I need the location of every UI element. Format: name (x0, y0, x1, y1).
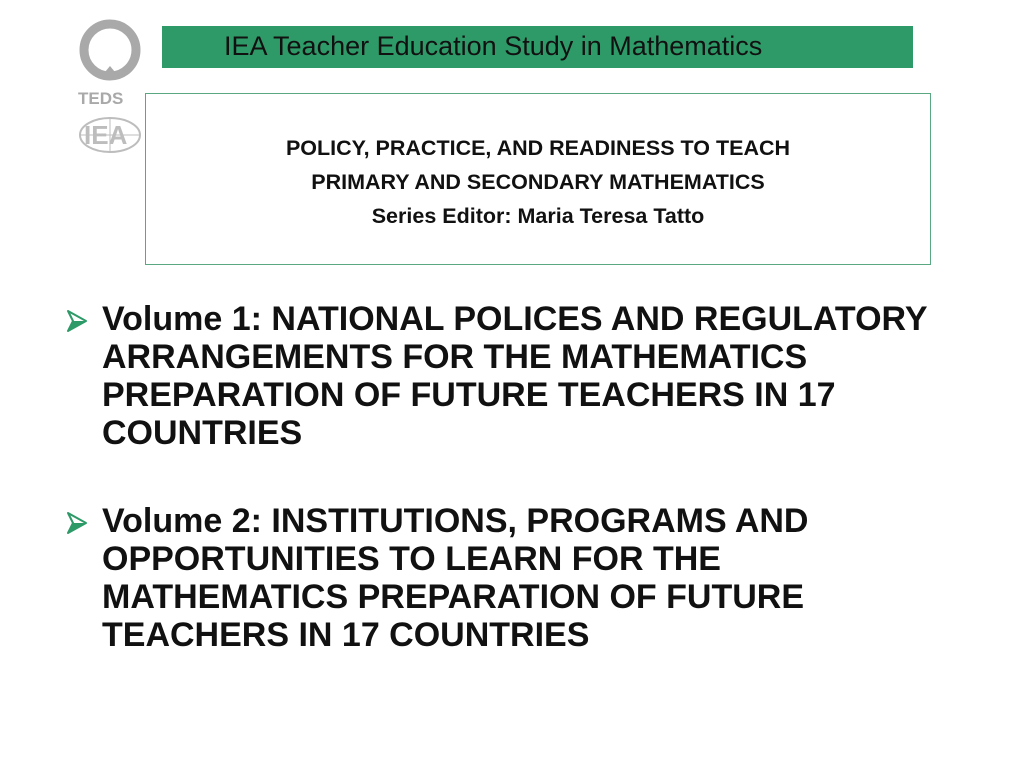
series-title-line-1: POLICY, PRACTICE, AND READINESS TO TEACH (285, 136, 791, 160)
volume-list (64, 300, 964, 704)
list-item (64, 300, 964, 452)
series-editor-line: Series Editor: Maria Teresa Tatto (371, 204, 705, 228)
header-banner (162, 26, 913, 68)
list-item (64, 502, 964, 654)
volume-2-text: Volume 2: INSTITUTIONS, PROGRAMS AND OPPORTUNITIES TO LEARN FOR THE MATHEMATICS PREPARATION OF FUTURE TEACHERS IN 17 COUNTRIES (102, 502, 809, 654)
banner-title: IEA Teacher Education Study in Mathematics (224, 31, 763, 61)
iea-logo-text: IEA (84, 120, 128, 150)
teds-logo-text: TEDS (78, 89, 124, 108)
teds-iea-logo-icon (76, 16, 146, 156)
arrow-bullet-icon (64, 308, 90, 334)
arrow-bullet-icon (64, 510, 90, 536)
volume-1-text: Volume 1: NATIONAL POLICES AND REGULATORY ARRANGEMENTS FOR THE MATHEMATICS PREPARATION OF FUTURE TEACHERS IN 17 COUNTRIES (102, 300, 927, 452)
series-title-box (145, 93, 931, 265)
series-title-line-2: PRIMARY AND SECONDARY MATHEMATICS (311, 170, 765, 194)
